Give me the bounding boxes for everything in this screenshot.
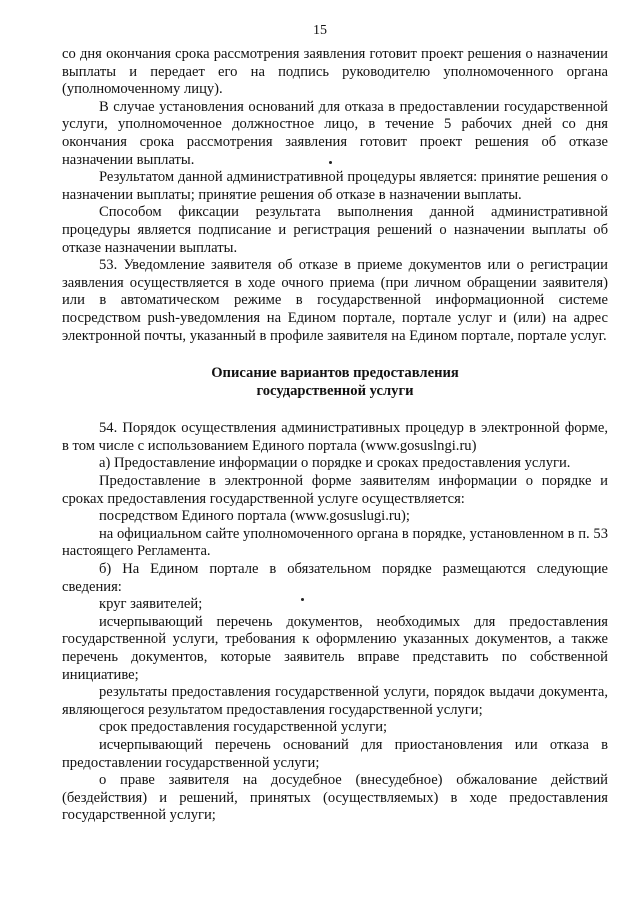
section-heading-line: государственной услуги <box>256 382 414 399</box>
paragraph: 53. Уведомление заявителя об отказе в приеме документов или о регистрации заявления осуществляется в ходе очного приема (при личном обращении заявителя) или в автоматическом режиме в государственной информационной системе посредством push-уведомления на Едином портале, портале услуг и (или) на адрес электронной почты, указанный в профиле заявителя на Едином портале, портале услуг. <box>62 257 608 344</box>
scan-speck <box>301 598 304 601</box>
paragraph: Предоставление в электронной форме заявителям информации о порядке и сроках предоставления государственной услуге осуществляется: <box>62 473 608 507</box>
paragraph: Способом фиксации результата выполнения данной административной процедуры является подписание и регистрация решений о назначении выплаты об отказе назначении выплаты. <box>62 204 608 256</box>
paragraph: 54. Порядок осуществления административных процедур в электронной форме, в том числе с использованием Единого портала (www.gosuslngi.ru) <box>62 420 608 454</box>
paragraph: Результатом данной административной процедуры является: принятие решения о назначении выплаты; принятие решения об отказе в назначении выплаты. <box>62 169 608 203</box>
paragraph: со дня окончания срока рассмотрения заявления готовит проект решения о назначении выплаты и передает его на подпись руководителю уполномоченного органа (уполномоченному лицу). <box>62 46 608 98</box>
section-heading <box>62 365 608 400</box>
page-number: 15 <box>313 23 327 38</box>
section-gap <box>62 400 608 420</box>
paragraph: В случае установления оснований для отказа в предоставлении государственной услуги, уполномоченное должностное лицо, в течение 5 рабочих дней со дня окончания срока рассмотрения заявления готовит проект решения об отказе назначении выплаты. <box>62 98 608 168</box>
paragraph: исчерпывающий перечень оснований для приостановления или отказа в предоставлении государственной услуги; <box>62 736 608 771</box>
document-body <box>62 46 608 825</box>
paragraph: круг заявителей; <box>99 596 203 613</box>
paragraph: б) На Едином портале в обязательном порядке размещаются следующие сведения: <box>62 561 608 595</box>
paragraph: результаты предоставления государственной услуги, порядок выдачи документа, являющегося результатом предоставления государственной услуги; <box>62 684 608 718</box>
paragraph: срок предоставления государственной услуги; <box>99 719 388 736</box>
paragraph: исчерпывающий перечень документов, необходимых для предоставления государственной услуги, требования к оформлению указанных документов, а также перечень документов, которые заявитель вправе представить по собственной инициативе; <box>62 613 608 683</box>
section-heading-line: Описание вариантов предоставления <box>211 365 459 382</box>
section-gap <box>62 345 608 365</box>
scan-speck <box>329 161 332 164</box>
paragraph: посредством Единого портала (www.gosuslugi.ru); <box>99 508 410 525</box>
paragraph: о праве заявителя на досудебное (внесудебное) обжалование действий (бездействия) и решений, принятых (осуществляемых) в ходе предоставления государственной услуги; <box>62 772 608 824</box>
paragraph: на официальном сайте уполномоченного органа в порядке, установленном в п. 53 настоящего Регламента. <box>62 525 608 560</box>
paragraph: а) Предоставление информации о порядке и сроках предоставления услуги. <box>99 455 571 472</box>
